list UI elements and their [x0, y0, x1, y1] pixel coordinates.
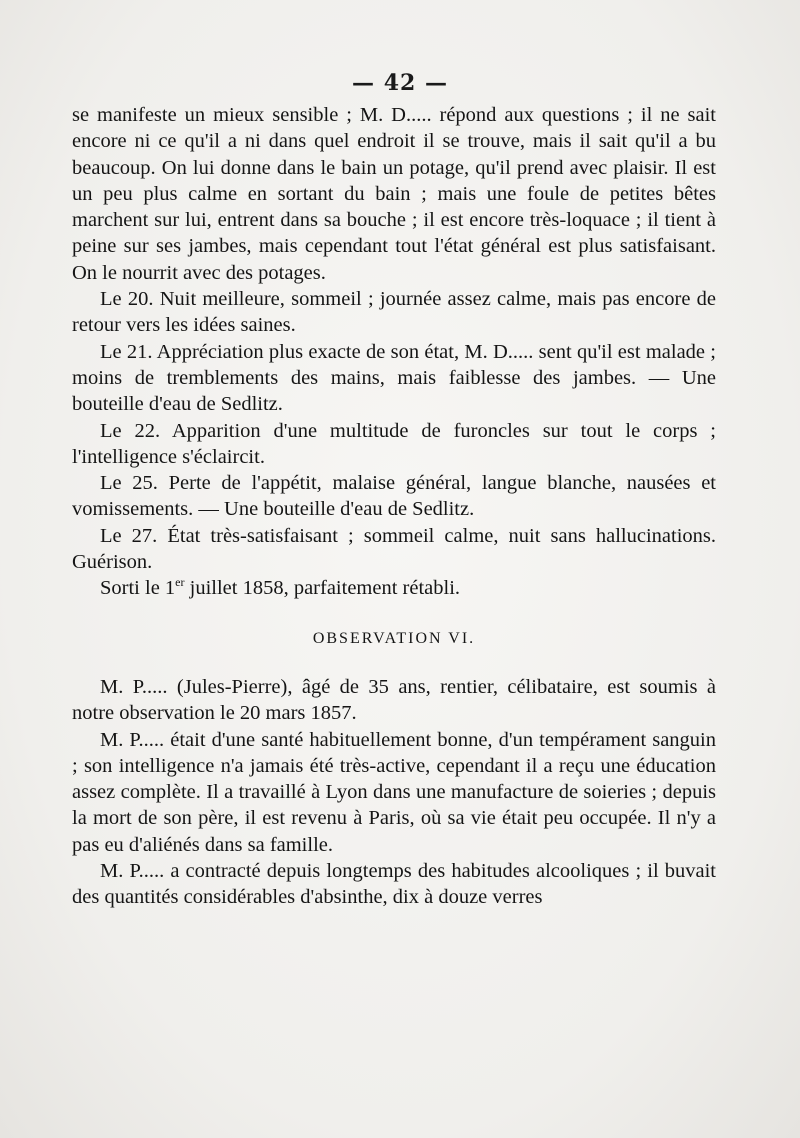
sorti-text-start: Sorti le 1: [100, 577, 176, 600]
section-title: OBSERVATION VI.: [312, 629, 476, 647]
paragraph-le-21: Le 21. Appréciation plus exacte de son état, M. D..... sent qu'il est malade ; moins de tremblements des mains, mais faiblesse des jambes. — Une bouteille d'eau de Sedlitz.: [72, 340, 716, 416]
paragraph-sorti: [72, 575, 716, 601]
paragraph-le-22: Le 22. Apparition d'une multitude de furoncles sur tout le corps ; l'intelligence s'éclaircit.: [72, 419, 716, 468]
observation-paragraph-history: M. P..... était d'une santé habituellement bonne, d'un tempérament sanguin ; son intelligence n'a jamais été très-active, cependant il a reçu une éducation assez complète. Il a travaillé à Lyon dans une manufacture de soieries ; depuis la mort de son père, il est revenu à Paris, où sa vie était peu occupée. Il n'y a pas eu d'aliénés dans sa famille.: [72, 728, 716, 856]
paragraph-le-20: Le 20. Nuit meilleure, sommeil ; journée assez calme, mais pas encore de retour vers les idées saines.: [72, 288, 716, 337]
paragraph-continuation: se manifeste un mieux sensible ; M. D..... répond aux questions ; il ne sait encore ni ce qu'il a ni dans quel endroit il se trouve, mais il sait qu'il a bu beaucoup. On lui donne dans le bain un potage, qu'il prend avec plaisir. Il est un peu plus calme en sortant du bain ; mais une foule de petites bêtes marchent sur lui, entrent dans sa bouche ; il est encore très-loquace ; il tient à peine sur ses jambes, mais cependant tout l'état général est plus satisfaisant. On le nourrit avec des potages.: [72, 104, 716, 284]
page-number: — 42 —: [352, 70, 448, 96]
paragraph-le-27: Le 27. État très-satisfaisant ; sommeil calme, nuit sans hallucinations. Guérison.: [72, 524, 716, 574]
sorti-superscript: er: [175, 575, 185, 590]
paragraph-le-25: Le 25. Perte de l'appétit, malaise général, langue blanche, nausées et vomissements. — Une bouteille d'eau de Sedlitz.: [72, 472, 716, 521]
observation-paragraph-habits: M. P..... a contracté depuis longtemps des habitudes alcooliques ; il buvait des quantités considérables d'absinthe, dix à douze verres: [72, 860, 716, 909]
page-body: [72, 102, 716, 911]
sorti-text-end: juillet 1858, parfaitement rétabli.: [184, 577, 461, 600]
observation-paragraph-intro: M. P..... (Jules-Pierre), âgé de 35 ans, rentier, célibataire, est soumis à notre observation le 20 mars 1857.: [72, 675, 716, 725]
